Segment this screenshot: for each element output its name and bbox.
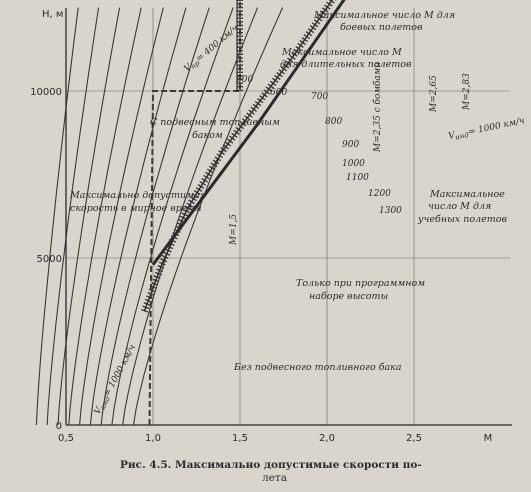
annotation-combat-line1: Максимальное число М для [314,10,456,21]
x-tick-label-5: М [483,433,493,444]
m-limit-label-2-65: М=2,65 [429,75,439,112]
y-tick-label-2: 10000 [30,87,62,98]
annotation-tank-line2: баком [192,130,223,141]
speed-label-1000: 1000 [342,159,365,169]
speed-label-600: 600 [270,88,288,98]
x-tick-label-3: 2,0 [319,433,335,444]
annotation-long-line1: Максимальное число М [282,47,402,58]
speed-label-700: 700 [311,92,329,102]
annotation-tank-line1: С подвесным топливным [150,117,280,128]
m-limit-label-1-5: М=1,5 [229,213,239,245]
speed-label-1100: 1100 [346,173,369,183]
y-tick-label-0: 0 [55,421,62,432]
y-axis-label: H, м [42,9,64,20]
speed-label-500: 500 [236,75,254,85]
m-limit-label-2-35: М=2,35 с бомбами [373,61,383,152]
annotation-no-tank: Без подвесного топливного бака [234,362,402,373]
annotation-training-line2: число М для [428,201,492,212]
annotation-program-line2: наборе высоты [309,291,389,302]
caption-line2: лета [262,472,287,484]
v1000-label-bottom: $V_{инд}= 1000$ км/ч [92,343,139,417]
annotation-peace-line2: скорость в мирное время [70,203,202,214]
annotation-program-line1: Только при программном [296,278,426,289]
speed-label-1300: 1300 [379,206,402,216]
x-tick-label-1: 1,0 [145,433,161,444]
speed-label-400: $V_{пр}= 400$ км/ч [182,23,241,75]
y-tick-label-1: 5000 [36,254,62,265]
v1000-label-top: $V_{инд}= 1000$ км/ч [447,115,526,142]
speed-label-800: 800 [325,117,343,127]
m-limit-label-2-83: М=2,83 [462,73,472,110]
annotation-long-line2: для длительных полетов [280,59,412,70]
annotation-peace-line1: Максимально допустимая [70,190,206,201]
speed-label-1200: 1200 [368,189,391,199]
speed-label-900: 900 [342,140,360,150]
annotation-training-line1: Максимальное [430,189,505,200]
x-tick-label-2: 1,5 [232,433,248,444]
x-tick-label-4: 2,5 [406,433,422,444]
annotation-combat-line2: боевых полетов [340,22,423,33]
annotation-training-line3: учебных полетов [418,214,507,225]
caption-line1: Рис. 4.5. Максимально допустимые скорости по- [120,459,422,471]
x-tick-label-0: 0,5 [58,433,74,444]
